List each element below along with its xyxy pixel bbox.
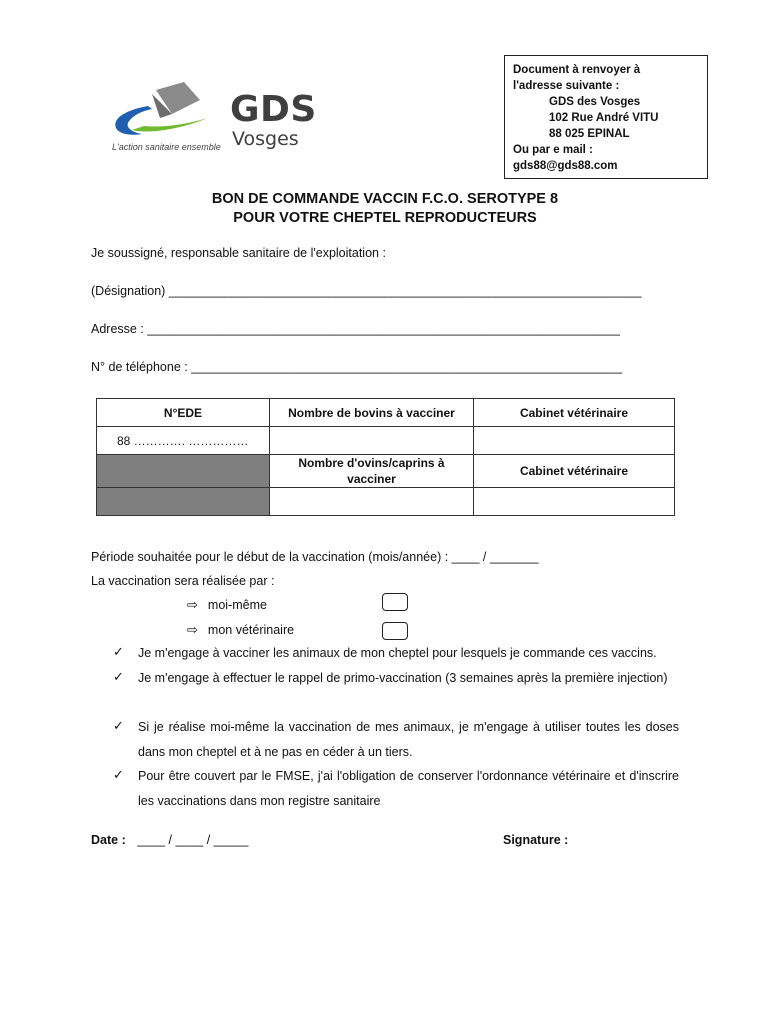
option-moi-meme [187, 597, 267, 613]
engagement-item: Je m'engage à effectuer le rappel de primo-vaccination (3 semaines après la première injection) [138, 671, 668, 685]
page-title [0, 190, 770, 228]
designation-field[interactable]: (Désignation) ____________________________________________________________________ [91, 284, 642, 298]
header-ovins: Nombre d'ovins/caprins à vacciner [270, 455, 474, 488]
header-cabinet: Cabinet vétérinaire [474, 399, 675, 427]
return-address-box [504, 55, 708, 179]
address-line: Document à renvoyer à [513, 64, 641, 76]
engagement-item: Je m'engage à vacciner les animaux de mon cheptel pour lesquels je commande ces vaccins. [138, 646, 657, 660]
cabinet-cell[interactable] [474, 427, 675, 455]
header-bovins: Nombre de bovins à vacciner [270, 399, 474, 427]
logo-region: Vosges [232, 128, 299, 150]
address-line: 102 Rue André VITU [549, 112, 659, 124]
option-veterinaire [187, 622, 294, 638]
logo-tagline: L'action sanitaire ensemble [112, 142, 221, 152]
grey-cell [97, 488, 270, 516]
title-line-1: BON DE COMMANDE VACCIN F.C.O. SEROTYPE 8 [211, 191, 559, 207]
address-email: gds88@gds88.com [513, 160, 618, 172]
table-row [97, 399, 675, 427]
address-line: l'adresse suivante : [513, 80, 620, 92]
periode-field[interactable]: Période souhaitée pour le début de la vaccination (mois/année) : ____ / _______ [91, 550, 539, 564]
logo-swoosh-icon [108, 80, 226, 142]
engagement-item: Si je réalise moi-même la vaccination de mes animaux, je m'engage à utiliser toutes les doses dans mon cheptel et à ne pas en céder à un tiers. [138, 720, 679, 759]
bovins-cell[interactable] [270, 427, 474, 455]
checkbox-veterinaire[interactable] [382, 622, 408, 640]
realisee-par-label: La vaccination sera réalisée par : [91, 574, 275, 588]
checkmark-icon: ✓ [113, 767, 124, 782]
gds-logo [108, 80, 338, 160]
option-label: mon vétérinaire [207, 623, 295, 637]
header-cabinet-2: Cabinet vétérinaire [474, 455, 675, 488]
address-line: GDS des Vosges [549, 96, 641, 108]
date-row [91, 833, 248, 847]
title-line-2: POUR VOTRE CHEPTEL REPRODUCTEURS [233, 210, 537, 226]
checkmark-icon: ✓ [113, 718, 124, 733]
ede-cell[interactable]: 88 …………. …………… [97, 427, 270, 455]
date-field[interactable]: ____ / ____ / _____ [137, 833, 249, 847]
adresse-field[interactable]: Adresse : ____________________________________________________________________ [91, 322, 621, 336]
arrow-right-icon: ⇨ [187, 597, 198, 612]
intro-text: Je soussigné, responsable sanitaire de l'exploitation : [91, 246, 386, 260]
order-table [96, 398, 675, 516]
table-row [97, 427, 675, 455]
address-line: 88 025 EPINAL [549, 128, 630, 140]
cabinet-cell-2[interactable] [474, 488, 675, 516]
option-label: moi-même [207, 598, 267, 612]
checkbox-moi-meme[interactable] [382, 593, 408, 611]
checkmark-icon: ✓ [113, 669, 124, 684]
ovins-cell[interactable] [270, 488, 474, 516]
logo-brand: GDS [230, 89, 317, 130]
table-row [97, 488, 675, 516]
table-row [97, 455, 675, 488]
date-label: Date : [91, 833, 126, 847]
telephone-field[interactable]: N° de téléphone : ______________________________________________________________ [91, 360, 623, 374]
arrow-right-icon: ⇨ [187, 622, 198, 637]
engagement-item: Pour être couvert par le FMSE, j'ai l'obligation de conserver l'ordonnance vétérinaire et d'inscrire les vaccinations dans mon registre sanitaire [138, 769, 679, 808]
checkmark-icon: ✓ [113, 644, 124, 659]
address-line: Ou par e mail : [513, 144, 593, 156]
header-ede: N°EDE [97, 399, 270, 427]
grey-cell [97, 455, 270, 488]
signature-label: Signature : [503, 833, 569, 847]
